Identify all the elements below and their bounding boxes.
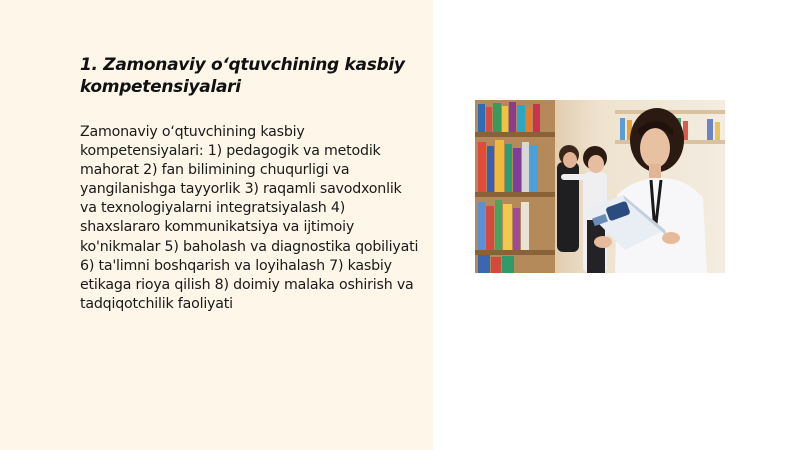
- library-photo: [475, 100, 725, 273]
- bookshelf-left: [475, 100, 555, 273]
- slide-title: 1. Zamonaviy o‘qtuvchining kasbiy kompetensiyalari: [80, 55, 405, 97]
- slide-body-text: Zamonaviy o‘qtuvchining kasbiy kompetensiyalari: 1) pedagogik va metodik mahorat 2) fan bilimining chuqurligi va yangilanishga tayyorlik 3) raqamli savodxonlik va texnologiyalarni integratsiyalash 4) shaxslararo kommunikatsiya va ijtimoiy ko'nikmalar 5) baholash va diagnostika qobiliyati 6) ta'limni boshqarish va loyihalash 7) kasbiy etikaga rioya qilish 8) doimiy malaka oshirish va tadqiqotchilik faoliyati: [80, 124, 419, 312]
